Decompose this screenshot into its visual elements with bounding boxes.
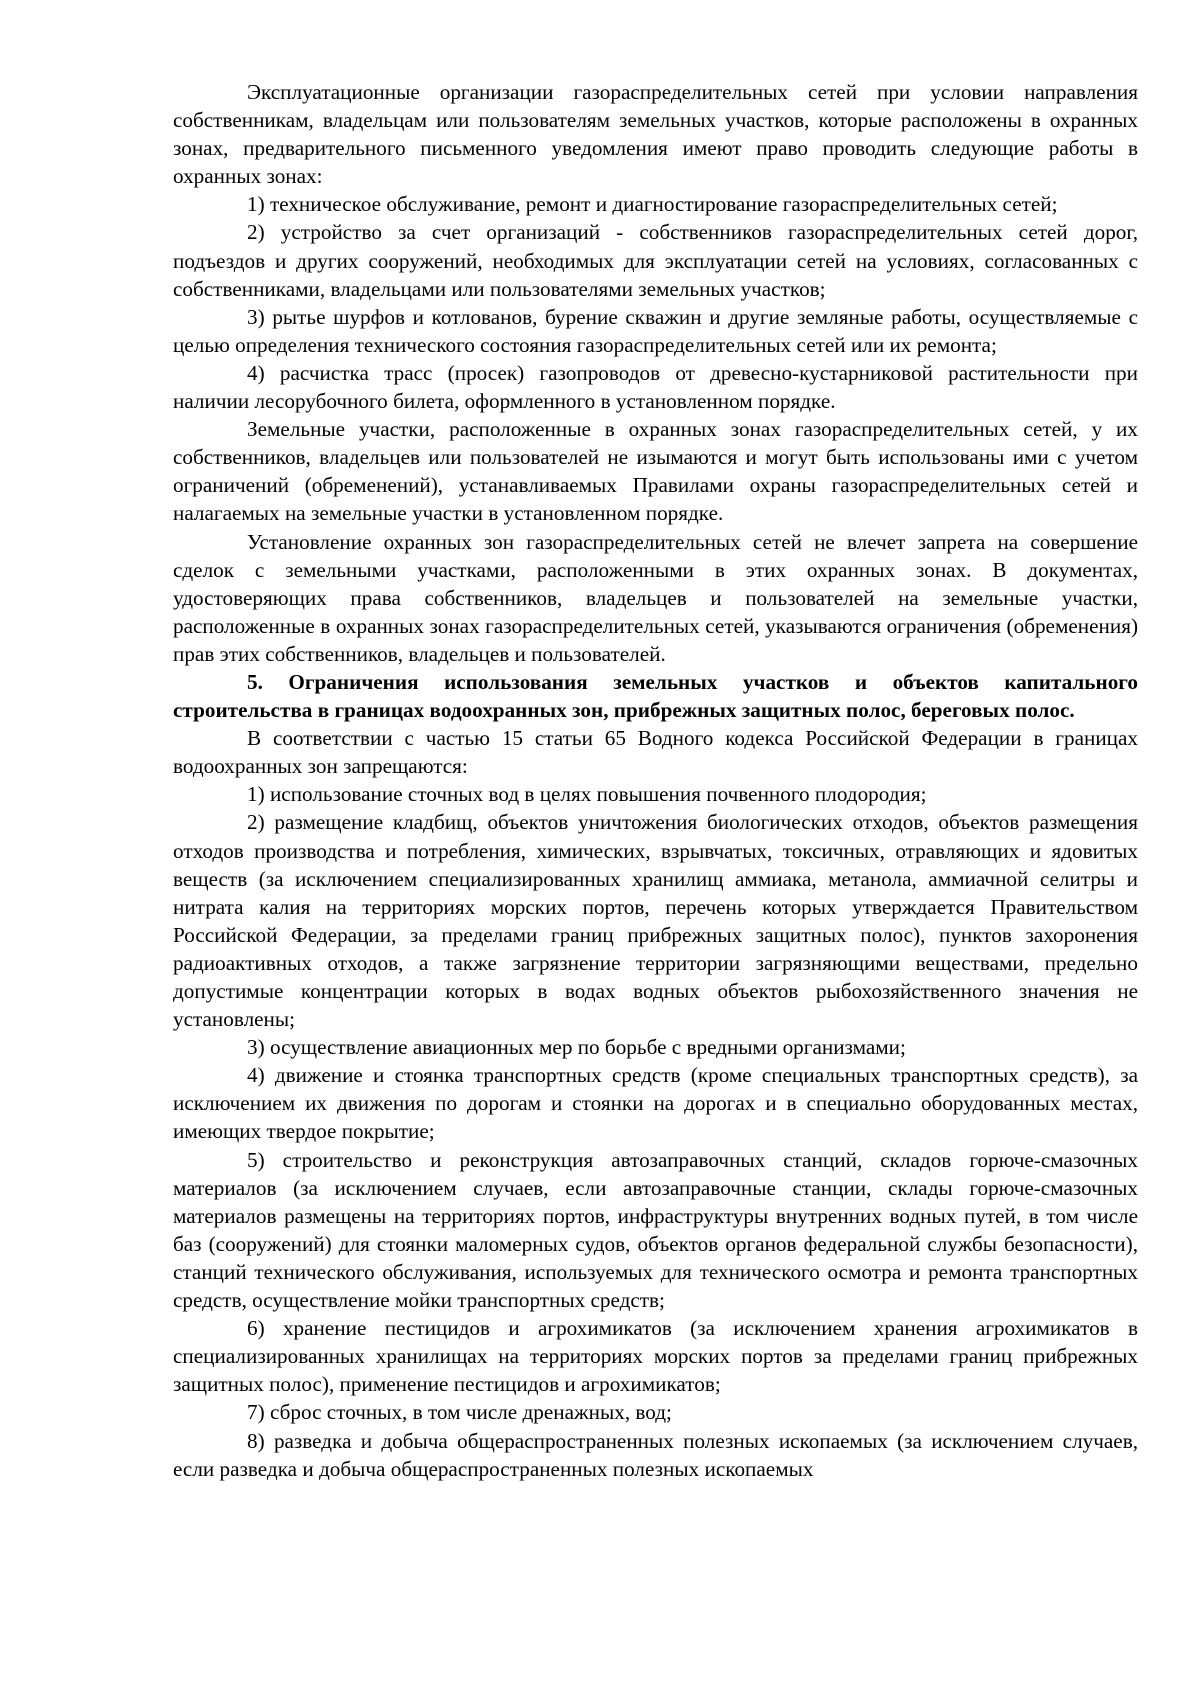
list-item-excavation: 3) рытье шурфов и котлованов, бурение скважин и другие земляные работы, осуществляемые с целью определения технического состояния газораспределительных сетей или их ремонта; [173, 304, 1138, 357]
list-item-maintenance: 1) техническое обслуживание, ремонт и диагностирование газораспределительных сетей; [247, 192, 1058, 217]
list-item-discharge: 7) сброс сточных, в том числе дренажных, вод; [247, 1400, 672, 1425]
section-heading-5: 5. Ограничения использования земельных участков и объектов капитального строительства в границах водоохранных зон, прибрежных защитных полос, береговых полос. [173, 669, 1138, 723]
list-item-fuel-stations: 5) строительство и реконструкция автозаправочных станций, складов горюче-смазочных материалов (за исключением случаев, если автозаправочные станции, склады горюче-смазочных материалов размещены на территориях портов, инфраструктуры внутренних водных путей, в том числе баз (сооружений) для стоянки маломерных судов, объектов органов федеральной службы безопасности), станций технического обслуживания, используемых для технического осмотра и ремонта транспортных средств, осуществление мойки транспортных средств; [173, 1147, 1138, 1313]
list-item-aviation: 3) осуществление авиационных мер по борьбе с вредными организмами; [247, 1035, 906, 1060]
paragraph-water-code: В соответствии с частью 15 статьи 65 Водного кодекса Российской Федерации в границах водоохранных зон запрещаются: [173, 726, 1138, 779]
list-item-cemeteries: 2) размещение кладбищ, объектов уничтожения биологических отходов, объектов размещения отходов производства и потребления, химических, взрывчатых, токсичных, отравляющих и ядовитых веществ (за исключением специализированных хранилищ аммиака, метанола, аммиачной селитры и нитрата калия на территориях морских портов, перечень которых утверждается Правительством Российской Федерации, за пределами границ прибрежных защитных полос), пунктов захоронения радиоактивных отходов, а также загрязнение территории загрязняющими веществами, предельно допустимые концентрации которых в водах водных объектов рыбохозяйственного значения не установлены; [173, 810, 1138, 1032]
document-page [173, 78, 1138, 1483]
paragraph-land-plots: Земельные участки, расположенные в охранных зонах газораспределительных сетей, у их собственников, владельцев или пользователей не изымаются и могут быть использованы ими с учетом ограничений (обременений), устанавливаемых Правилами охраны газораспределительных сетей и налагаемых на земельные участки в установленном порядке. [173, 417, 1138, 526]
list-item-wastewater: 1) использование сточных вод в целях повышения почвенного плодородия; [247, 782, 927, 807]
list-item-mining: 8) разведка и добыча общераспространенных полезных ископаемых (за исключением случаев, если разведка и добыча общераспространенных полезных ископаемых [173, 1428, 1138, 1481]
list-item-clearing: 4) расчистка трасс (просек) газопроводов от древесно-кустарниковой растительности при наличии лесорубочного билета, оформленного в установленном порядке. [173, 360, 1138, 414]
list-item-roads: 2) устройство за счет организаций - собственников газораспределительных сетей дорог, подъездов и других сооружений, необходимых для эксплуатации сетей на условиях, согласованных с собственниками, владельцами или пользователями земельных участков; [173, 220, 1138, 301]
paragraph-operators-rights: Эксплуатационные организации газораспределительных сетей при условии направления собственникам, владельцам или пользователям земельных участков, которые расположены в охранных зонах, предварительного письменного уведомления имеют право проводить следующие работы в охранных зонах: [173, 80, 1138, 189]
list-item-vehicles: 4) движение и стоянка транспортных средств (кроме специальных транспортных средств), за исключением их движения по дорогам и стоянки на дорогах и в специально оборудованных местах, имеющих твердое покрытие; [173, 1063, 1138, 1144]
list-item-pesticides: 6) хранение пестицидов и агрохимикатов (за исключением хранения агрохимикатов в специализированных хранилищах на территориях морских портов за пределами границ прибрежных защитных полос), применение пестицидов и агрохимикатов; [173, 1316, 1138, 1397]
paragraph-zone-establishment: Установление охранных зон газораспределительных сетей не влечет запрета на совершение сделок с земельными участками, расположенными в этих охранных зонах. В документах, удостоверяющих права собственников, владельцев и пользователей на земельные участки, расположенные в охранных зонах газораспределительных сетей, указываются ограничения (обременения) прав этих собственников, владельцев и пользователей. [173, 529, 1138, 666]
